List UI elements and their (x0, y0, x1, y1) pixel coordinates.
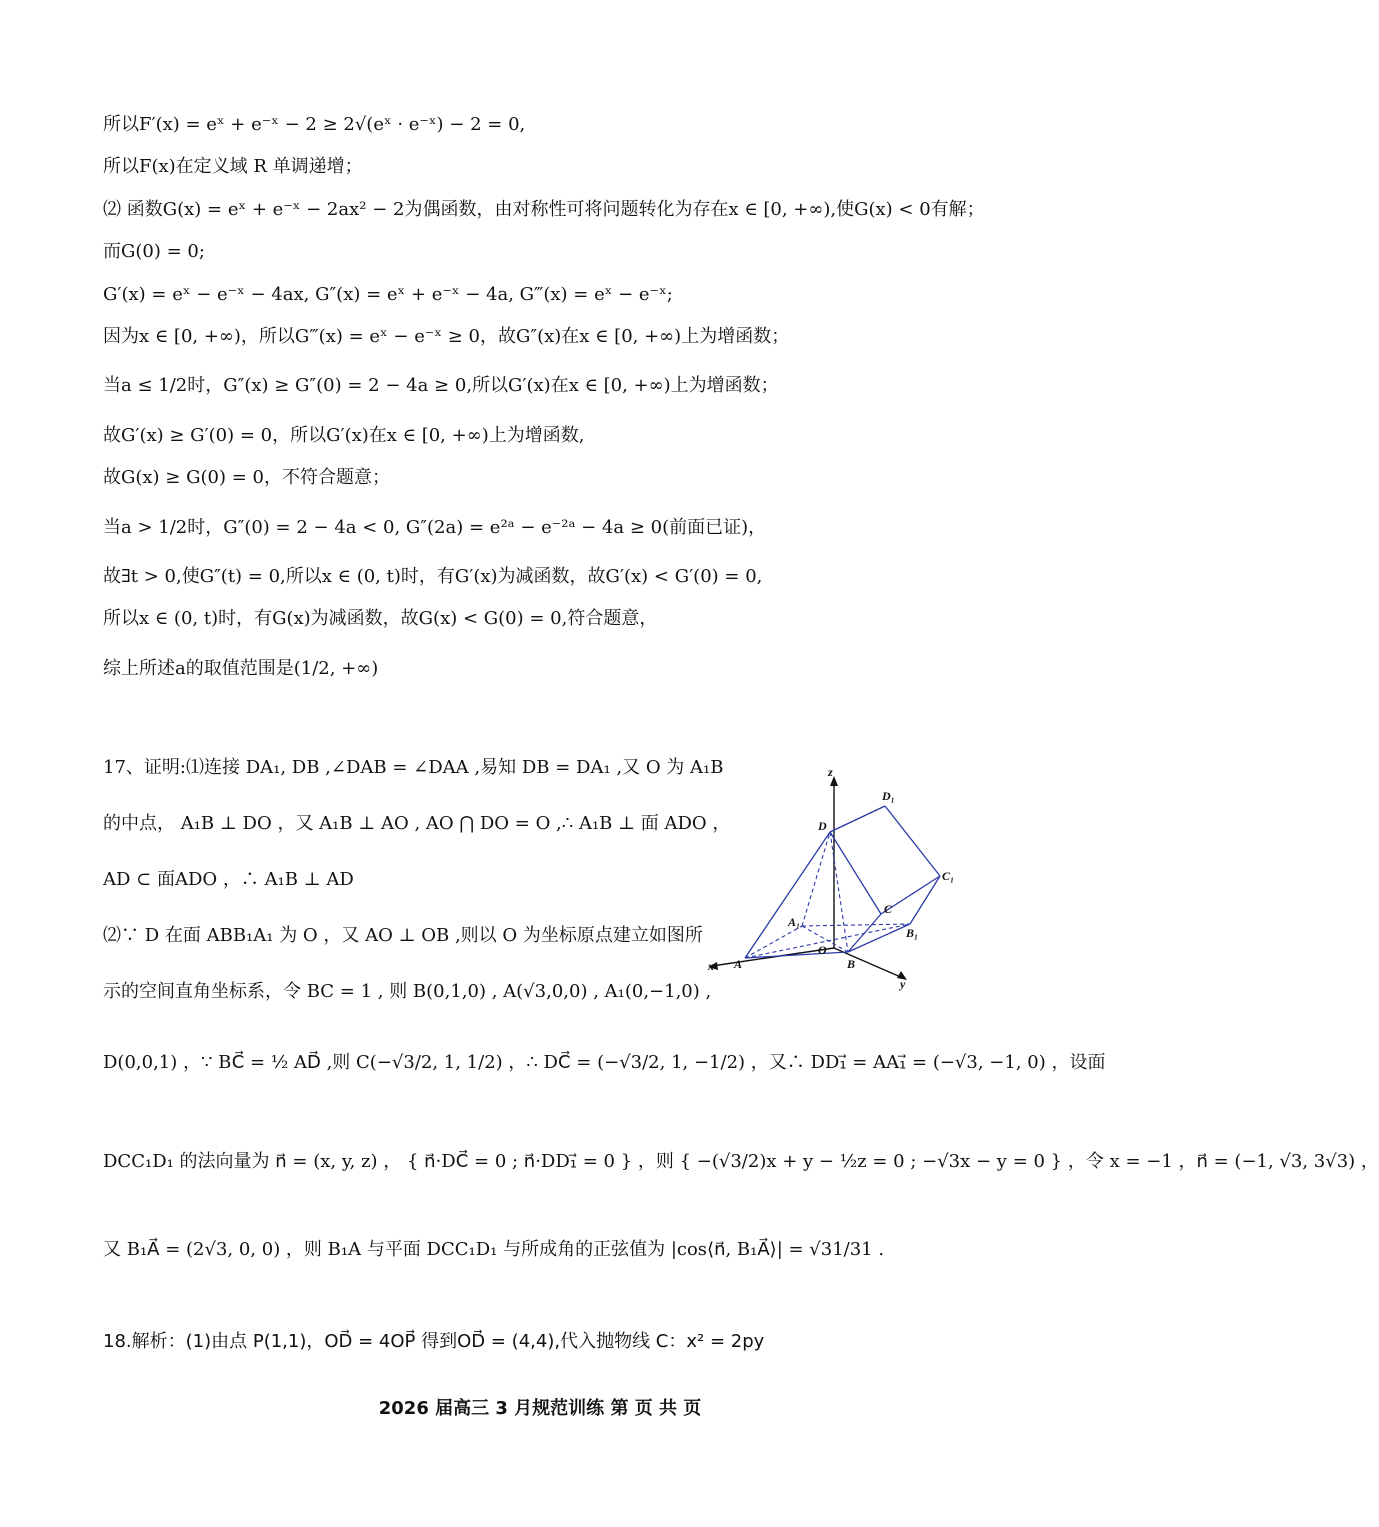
q17-line-1: 17、证明:⑴连接 DA₁, DB ,∠DAB = ∠DAA ,易知 DB = DA₁ ,又 O 为 A₁B (103, 757, 724, 778)
label-y: y (900, 977, 906, 991)
q16-line-13: 综上所述a的取值范围是(1/2, +∞) (103, 658, 379, 679)
q16-line-3: ⑵ 函数G(x) = eˣ + e⁻ˣ − 2ax² − 2为偶函数，由对称性可将问题转化为存在x ∈ [0, +∞),使G(x) < 0有解； (103, 199, 985, 220)
edge-d1c1 (885, 806, 940, 876)
q18-line-1: 18.解析：(1)由点 P(1,1)，OD⃗ = 4OP⃗ 得到OD⃗ = (4,4),代入抛物线 C：x² = 2py (103, 1331, 765, 1352)
edge-b1c1 (910, 876, 940, 924)
edge-aa1 (745, 926, 802, 958)
edge-a1d (802, 832, 830, 926)
edge-db (830, 832, 848, 952)
edge-a1b1 (802, 924, 910, 926)
q17-line-2: 的中点， A₁B ⊥ DO ，又 A₁B ⊥ AO , AO ⋂ DO = O ,∴ A₁B ⊥ 面 ADO ， (103, 813, 731, 834)
q16-line-7: 当a ≤ 1/2时，G″(x) ≥ G″(0) = 2 − 4a ≥ 0,所以G′(x)在x ∈ [0, +∞)上为增函数； (103, 375, 779, 396)
q16-line-12: 所以x ∈ (0, t)时，有G(x)为减函数，故G(x) < G(0) = 0,符合题意， (103, 608, 658, 629)
q16-line-5: G′(x) = eˣ − e⁻ˣ − 4ax, G″(x) = eˣ + e⁻ˣ − 4a, G‴(x) = eˣ − e⁻ˣ; (103, 284, 673, 305)
label-x: x (708, 959, 714, 973)
q17-line-3: AD ⊂ 面ADO ，∴ A₁B ⊥ AD (103, 869, 354, 890)
q17-line-6: D(0,0,1) ，∵ BC⃗ = ½ AD⃗ ,则 C(−√3/2, 1, 1/2) ，∴ DC⃗ = (−√3/2, 1, −1/2) ，又∴ DD₁⃗ = AA₁⃗ = (−√3, −1, 0) ，设面 (103, 1052, 1106, 1073)
page-footer: 2026 届高三 3 月规范训练 第 页 共 页 (378, 1398, 702, 1419)
label-b1: B₁ (906, 926, 919, 940)
label-a: A (734, 957, 743, 971)
label-d: D (818, 819, 827, 833)
q17-line-7: DCC₁D₁ 的法向量为 n⃗ = (x, y, z) ， { n⃗·DC⃗ = 0 ; n⃗·DD₁⃗ = 0 } ，则 { −(√3/2)x + y − ½z = 0 ; −√3x − y = 0 } ，令 x = −1 ，n⃗ = (−1, √3, 3√3) ， (103, 1151, 1379, 1172)
edge-cd (830, 832, 881, 914)
q16-line-11: 故∃t > 0,使G″(t) = 0,所以x ∈ (0, t)时，有G′(x)为减函数，故G′(x) < G′(0) = 0, (103, 566, 763, 587)
q17-line-8: 又 B₁A⃗ = (2√3, 0, 0) ，则 B₁A 与平面 DCC₁D₁ 与所成角的正弦值为 |cos⟨n⃗, B₁A⃗⟩| = √31/31 . (103, 1239, 885, 1260)
label-z: z (828, 765, 833, 779)
figure-axes (712, 780, 903, 978)
q16-line-2: 所以F(x)在定义域 R 单调递增； (103, 156, 363, 177)
label-o: O (818, 943, 827, 957)
q16-line-6: 因为x ∈ [0, +∞)，所以G‴(x) = eˣ − e⁻ˣ ≥ 0，故G″(x)在x ∈ [0, +∞)上为增函数； (103, 326, 790, 347)
q17-line-5: 示的空间直角坐标系，令 BC = 1 , 则 B(0,1,0) , A(√3,0,0) , A₁(0,−1,0) , (103, 981, 712, 1002)
edge-bb1 (848, 924, 910, 952)
label-c1: C₁ (942, 869, 955, 883)
label-a1: A₁ (788, 915, 801, 929)
edge-ad (745, 832, 830, 958)
label-c: C (884, 902, 893, 916)
q16-line-1: 所以F′(x) = eˣ + e⁻ˣ − 2 ≥ 2√(eˣ · e⁻ˣ) − 2 = 0, (103, 114, 526, 135)
q16-line-4: 而G(0) = 0; (103, 241, 205, 262)
coordinate-figure (700, 762, 970, 992)
edge-dd1-hidden (830, 806, 885, 832)
q16-line-9: 故G(x) ≥ G(0) = 0，不符合题意； (103, 467, 390, 488)
q16-line-10: 当a > 1/2时，G″(0) = 2 − 4a < 0, G″(2a) = e²ᵃ − e⁻²ᵃ − 4a ≥ 0(前面已证)， (103, 517, 767, 538)
label-d1: D₁ (882, 789, 895, 803)
label-b: B (847, 957, 856, 971)
q17-line-4: ⑵∵ D 在面 ABB₁A₁ 为 O ，又 AO ⊥ OB ,则以 O 为坐标原点建立如图所 (103, 925, 703, 946)
q16-line-8: 故G′(x) ≥ G′(0) = 0，所以G′(x)在x ∈ [0, +∞)上为增函数, (103, 425, 585, 446)
